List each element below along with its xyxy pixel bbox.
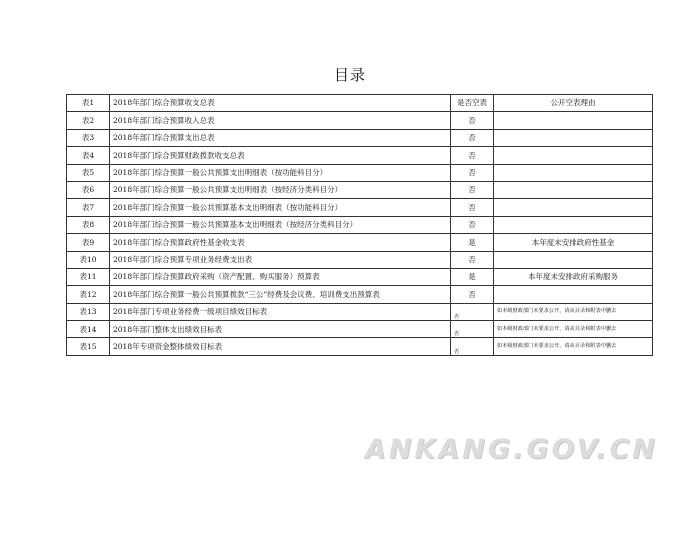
- table-name-cell: 2018年部门综合预算收支总表: [110, 95, 451, 112]
- table-name-cell: 2018年部门综合预算财政拨款收支总表: [110, 147, 451, 164]
- is-empty-cell: 否: [451, 216, 494, 233]
- reason-cell: [494, 147, 653, 164]
- table-no-cell: 表6: [67, 181, 110, 198]
- table-no-cell: 表7: [67, 199, 110, 216]
- table-name-cell: 2018年部门综合预算支出总表: [110, 129, 451, 146]
- column-header-reason: 公开空表理由: [494, 95, 653, 112]
- is-empty-cell: 否: [451, 338, 494, 355]
- table-row: [67, 321, 653, 338]
- is-empty-cell: 否: [451, 286, 494, 303]
- table-row: [67, 234, 653, 251]
- table-name-cell: 2018年部门综合预算政府性基金收支表: [110, 234, 451, 251]
- watermark-text: ANKANG.GOV.CN: [365, 434, 658, 465]
- table-no-cell: 表14: [67, 321, 110, 338]
- reason-cell: [494, 164, 653, 181]
- table-no-cell: 表3: [67, 129, 110, 146]
- table-name-cell: 2018年部门综合预算一般公共预算拨款“三公”经费及会议费、培训费支出预算表: [110, 286, 451, 303]
- table-row: [67, 95, 653, 112]
- reason-cell: [494, 286, 653, 303]
- table-name-cell: 2018年专项资金整体绩效目标表: [110, 338, 451, 355]
- is-empty-cell: 否: [451, 303, 494, 320]
- table-no-cell: 表11: [67, 268, 110, 285]
- reason-cell: [494, 112, 653, 129]
- reason-cell: 本年度未安排政府采购服务: [494, 268, 653, 285]
- table-row: [67, 164, 653, 181]
- is-empty-cell: 否: [451, 321, 494, 338]
- table-name-cell: 2018年部门综合预算一般公共预算基本支出明细表（按经济分类科目分）: [110, 216, 451, 233]
- is-empty-cell: 否: [451, 129, 494, 146]
- table-row: [67, 303, 653, 320]
- table-name-cell: 2018年部门综合预算专项业务经费支出表: [110, 251, 451, 268]
- table-row: [67, 112, 653, 129]
- table-no-cell: 表12: [67, 286, 110, 303]
- is-empty-cell: 否: [451, 199, 494, 216]
- reason-cell: 如本级财政部门未要求公开，请从目录和附表中删去: [494, 303, 653, 320]
- is-empty-cell: 否: [451, 112, 494, 129]
- table-name-cell: 2018年部门综合预算一般公共预算支出明细表（按功能科目分）: [110, 164, 451, 181]
- table-no-cell: 表8: [67, 216, 110, 233]
- reason-cell: [494, 199, 653, 216]
- table-name-cell: 2018年部门专项业务经费一级项目绩效目标表: [110, 303, 451, 320]
- reason-cell: 如本级财政部门未要求公开，请从目录和附表中删去: [494, 338, 653, 355]
- table-row: [67, 129, 653, 146]
- is-empty-cell: 否: [451, 164, 494, 181]
- reason-cell: 本年度未安排政府性基金: [494, 234, 653, 251]
- table-no-cell: 表5: [67, 164, 110, 181]
- is-empty-cell: 否: [451, 251, 494, 268]
- table-row: [67, 286, 653, 303]
- table-row: [67, 268, 653, 285]
- column-header-is-empty: 是否空表: [451, 95, 494, 112]
- table-no-cell: 表10: [67, 251, 110, 268]
- is-empty-cell: 是: [451, 234, 494, 251]
- table-no-cell: 表1: [67, 95, 110, 112]
- table-name-cell: 2018年部门整体支出绩效目标表: [110, 321, 451, 338]
- reason-cell: [494, 129, 653, 146]
- table-no-cell: 表2: [67, 112, 110, 129]
- table-name-cell: 2018年部门综合预算收入总表: [110, 112, 451, 129]
- is-empty-cell: 否: [451, 181, 494, 198]
- table-row: [67, 147, 653, 164]
- table-no-cell: 表4: [67, 147, 110, 164]
- toc-table: [66, 94, 653, 356]
- table-row: [67, 199, 653, 216]
- is-empty-cell: 否: [451, 147, 494, 164]
- page-title: 目录: [333, 66, 366, 84]
- table-row: [67, 216, 653, 233]
- table-row: [67, 251, 653, 268]
- reason-cell: [494, 216, 653, 233]
- table-row: [67, 181, 653, 198]
- table-name-cell: 2018年部门综合预算一般公共预算基本支出明细表（按功能科目分）: [110, 199, 451, 216]
- reason-cell: [494, 181, 653, 198]
- table-no-cell: 表15: [67, 338, 110, 355]
- table-name-cell: 2018年部门综合预算政府采购（资产配置、购买服务）预算表: [110, 268, 451, 285]
- table-no-cell: 表13: [67, 303, 110, 320]
- is-empty-cell: 是: [451, 268, 494, 285]
- table-name-cell: 2018年部门综合预算一般公共预算支出明细表（按经济分类科目分）: [110, 181, 451, 198]
- table-no-cell: 表9: [67, 234, 110, 251]
- reason-cell: 如本级财政部门未要求公开，请从目录和附表中删去: [494, 321, 653, 338]
- table-row: [67, 338, 653, 355]
- reason-cell: [494, 251, 653, 268]
